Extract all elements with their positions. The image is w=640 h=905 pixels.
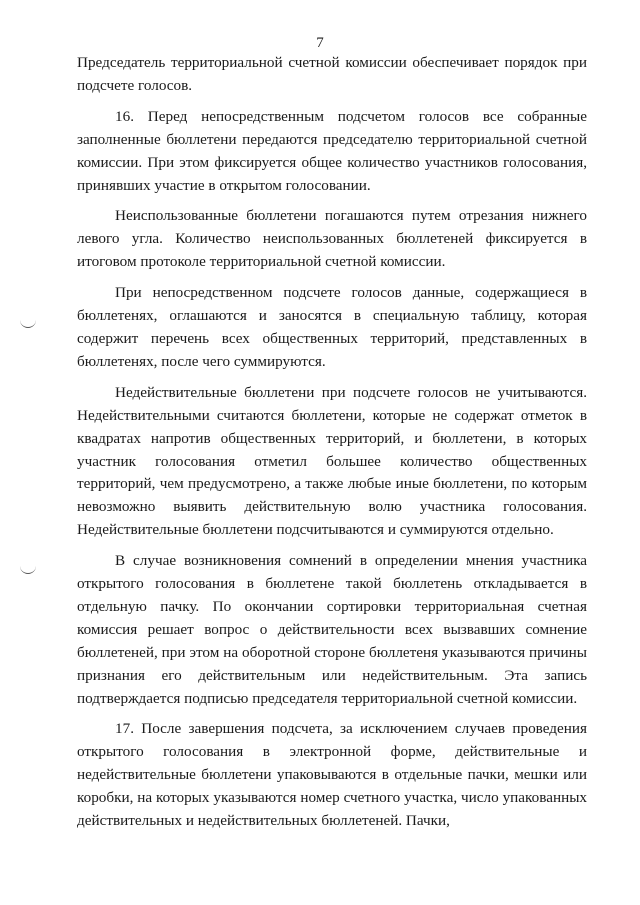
binding-hole-mark-upper [20, 320, 36, 328]
paragraph-17: 17. После завершения подсчета, за исключением случаев проведения открытого голосования в электронной форме, действительные и недействительные бюллетени упаковываются в отдельные пачки, мешки или коробки, на которых указываются номер счетного участка, число упакованных действительных и недействительных бюллетеней. Пачки, [77, 720, 587, 830]
paragraph-invalid-ballots: Недействительные бюллетени при подсчете голосов не учитываются. Недействительными считаются бюллетени, которые не содержат отметок в квадратах напротив общественных территорий, и бюллетени, в которых участник голосования отметил большее количество общественных территорий, чем предусмотрено, а также любые иные бюллетени, по которым невозможно выявить действительную волю участника голосования. Недействительные бюллетени подсчитываются и суммируются отдельно. [77, 383, 587, 539]
paragraph-intro: Председатель территориальной счетной комиссии обеспечивает порядок при подсчете голосов. [77, 54, 587, 94]
paragraph-unused-ballots: Неиспользованные бюллетени погашаются путем отрезания нижнего левого угла. Количество неиспользованных бюллетеней фиксируется в итоговом протоколе территориальной счетной комиссии. [77, 207, 587, 271]
page-number: 7 [316, 35, 324, 51]
paragraph-16: 16. Перед непосредственным подсчетом голосов все собранные заполненные бюллетени передаются председателю территориальной счетной комиссии. При этом фиксируется общее количество участников голосования, принявших участие в открытом голосовании. [77, 107, 587, 194]
document-body [77, 52, 587, 841]
paragraph-counting: При непосредственном подсчете голосов данные, содержащиеся в бюллетенях, оглашаются и заносятся в специальную таблицу, которая содержит перечень всех общественных территорий, представленных в бюллетенях, после чего суммируются. [77, 284, 587, 370]
binding-hole-mark-lower [20, 566, 36, 574]
paragraph-doubtful-ballots: В случае возникновения сомнений в определении мнения участника открытого голосования в бюллетене такой бюллетень откладывается в отдельную пачку. По окончании сортировки территориальная счетная комиссия решает вопрос о действительности всех вызвавших сомнение бюллетеней, при этом на оборотной стороне бюллетеня указываются причины признания его действительным или недействительным. Эта запись подтверждается подписью председателя территориальной счетной комиссии. [77, 552, 587, 707]
